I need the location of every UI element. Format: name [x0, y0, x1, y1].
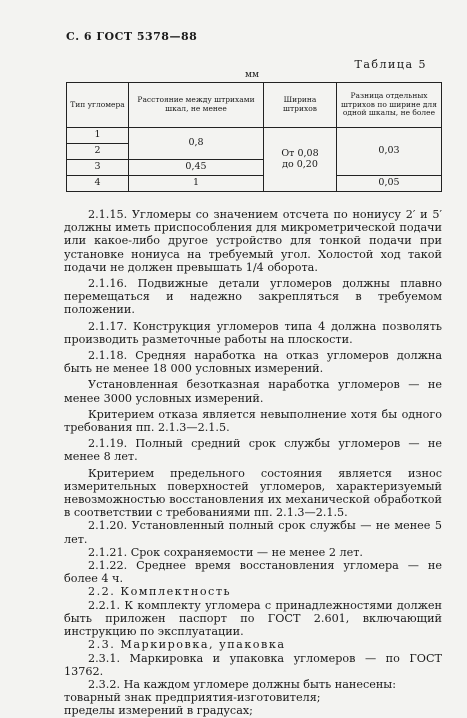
- width-line-2: до 0,20: [282, 158, 318, 170]
- cell-distance: 1: [129, 176, 264, 192]
- table-row: [67, 128, 442, 144]
- cell-distance: 0,45: [129, 160, 264, 176]
- document-body: [64, 208, 442, 718]
- section-heading: 2.2. Комплектность: [88, 585, 232, 599]
- paragraph: 2.1.19. Полный средний срок службы угломеров — не менее 8 лет.: [64, 437, 442, 464]
- paragraph: 2.2.1. К комплекту угломера с принадлежностями должен быть приложен паспорт по ГОСТ 2.601, включающий инструкцию по эксплуатации.: [64, 598, 442, 639]
- paragraph: 2.1.21. Срок сохраняемости — не менее 2 лет.: [88, 545, 363, 559]
- paragraph: 2.1.16. Подвижные детали угломеров должны плавно перемещаться и надежно закрепляться в требуемом положении.: [64, 277, 442, 317]
- cell-type: 2: [67, 144, 129, 160]
- table-row: [67, 176, 442, 192]
- paragraph: Критерием отказа является невыполнение хотя бы одного требования пп. 2.1.3—2.1.5.: [64, 407, 442, 435]
- header-type: Тип угломера: [67, 83, 129, 128]
- units-label: мм: [245, 70, 260, 80]
- paragraph: 2.3.1. Маркировка и упаковка угломеров — по ГОСТ 13762.: [64, 651, 442, 678]
- list-item: пределы измерений в градусах;: [64, 704, 253, 718]
- paragraph: Критерием предельного состояния является износ измерительных поверхностей угломеров, характеризуемый невозможностью восстановления их механической обработкой в соответствии с требованиями пп. 2.1.3—2.1.5.: [64, 466, 442, 520]
- list-item: товарный знак предприятия-изготовителя;: [64, 691, 321, 705]
- table-label: Таблица 5: [354, 58, 427, 71]
- header-distance: Расстояние между штрихами шкал, не менее: [129, 83, 264, 128]
- paragraph: 2.1.18. Средняя наработка на отказ угломеров должна быть не менее 18 000 условных измерений.: [64, 349, 442, 376]
- header-difference: Разница отдельных штрихов по ширине для одной шкалы, не более: [337, 83, 442, 128]
- cell-difference: 0,05: [337, 176, 442, 192]
- paragraph: 2.1.15. Угломеры со значением отсчета по нониусу 2′ и 5′ должны иметь приспособления для микрометрической подачи или какое-либо другое устройство для тонкой подачи при установке нониуса на требуемый угол. Холостой ход такой подачи не должен превышать 1/4 оборота.: [64, 208, 442, 274]
- width-line-1: От 0,08: [281, 147, 319, 159]
- section-heading: 2.3. Маркировка, упаковка: [88, 638, 286, 652]
- cell-difference: 0,03: [337, 128, 442, 176]
- cell-distance: 0,8: [129, 128, 264, 160]
- header-width: Ширина штрихов: [264, 83, 337, 128]
- paragraph: 2.1.17. Конструкция угломеров типа 4 должна позволять производить разметочные работы на плоскости.: [64, 319, 442, 346]
- cell-type: 4: [67, 176, 129, 192]
- cell-type: 3: [67, 160, 129, 176]
- cell-width: [264, 128, 337, 192]
- paragraph: Установленная безотказная наработка угломеров — не менее 3000 условных измерений.: [64, 378, 442, 405]
- table-header-row: [67, 83, 442, 128]
- paragraph: 2.1.22. Среднее время восстановления угломера — не более 4 ч.: [64, 559, 442, 586]
- page-header: С. 6 ГОСТ 5378—88: [66, 30, 198, 43]
- paragraph: 2.3.2. На каждом угломере должны быть нанесены:: [88, 677, 396, 691]
- cell-type: 1: [67, 128, 129, 144]
- table-5: [66, 82, 442, 192]
- paragraph: 2.1.20. Установленный полный срок службы — не менее 5 лет.: [64, 519, 442, 546]
